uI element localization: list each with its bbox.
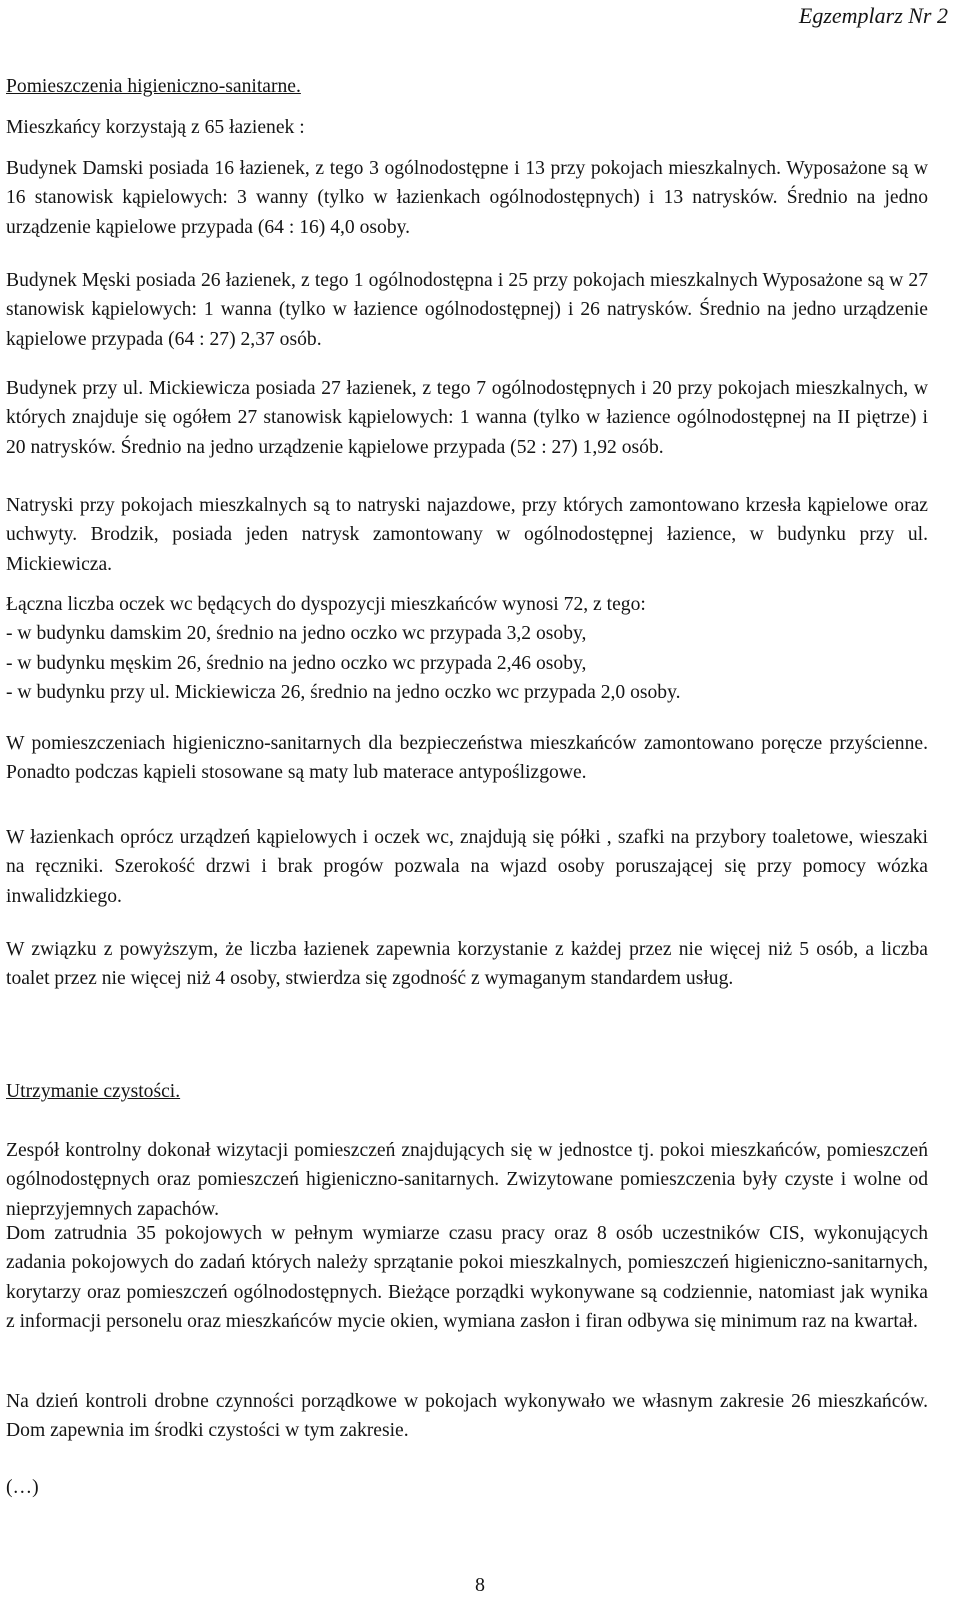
- wc-intro: Łączna liczba oczek wc będących do dyspozycji mieszkańców wynosi 72, z tego:: [6, 594, 646, 615]
- paragraph-mickiewicza: Budynek przy ul. Mickiewicza posiada 27 łazienek, z tego 7 ogólnodostępnych i 20 przy pokojach mieszkalnych, w których znajduje się ogółem 27 stanowisk kąpielowych: 1 wanna (tylko w łazience ogólnodostępnej na II piętrze) i 20 natrysków. Średnio na jedno urządzenie kąpielowe przypada (52 : 27) 1,92 osób.: [6, 378, 928, 458]
- wc-section: [6, 590, 928, 708]
- paragraph-lazienki: W łazienkach oprócz urządzeń kąpielowych i oczek wc, znajdują się półki , szafki na przybory toaletowe, wieszaki na ręczniki. Szerokość drzwi i brak progów pozwala na wjazd osoby poruszającej się przy pomocy wózka inwalidzkiego.: [6, 827, 928, 907]
- wc-list-item: - w budynku męskim 26, średnio na jedno oczko wc przypada 2,46 osoby,: [6, 652, 587, 674]
- copy-number-label: Egzemplarz Nr 2: [798, 3, 948, 28]
- page-number: 8: [475, 1574, 485, 1596]
- section-heading: Pomieszczenia higieniczno-sanitarne.: [6, 76, 301, 97]
- paragraph-damski: Budynek Damski posiada 16 łazienek, z tego 3 ogólnodostępne i 13 przy pokojach mieszkalnych. Wyposażone są w 16 stanowisk kąpielowych: 3 wanny (tylko w łazienkach ogólnodostępnych) i 13 natrysków. Średnio na jedno urządzenie kąpielowe przypada (64 : 16) 4,0 osoby.: [6, 158, 928, 238]
- wc-list-item: - w budynku przy ul. Mickiewicza 26, średnio na jedno oczko wc przypada 2,0 osoby.: [6, 682, 681, 704]
- paragraph-zespol: Zespół kontrolny dokonał wizytacji pomieszczeń znajdujących się w jednostce tj. pokoi mieszkańców, pomieszczeń ogólnodostępnych oraz pomieszczeń higieniczno-sanitarnych. Zwizytowane pomieszczenia były czyste i wolne od nieprzyjemnych zapachów.: [6, 1140, 928, 1220]
- paragraph-dom: Dom zatrudnia 35 pokojowych w pełnym wymiarze czasu pracy oraz 8 osób uczestników CIS, wykonujących zadania pokojowych do zadań których należy sprzątanie pokoi mieszkalnych, pomieszczeń higieniczno-sanitarnych, korytarzy oraz pomieszczeń ogólnodostępnych. Bieżące porządki wykonywane są codziennie, natomiast jak wynika z informacji personelu oraz mieszkańców mycie okien, wymiana zasłon i firan odbywa się minimum raz na kwartał.: [6, 1223, 928, 1333]
- section-title-cleaning: [6, 1077, 928, 1106]
- paragraph-porecze: W pomieszczeniach higieniczno-sanitarnych dla bezpieczeństwa mieszkańców zamontowano poręcze przyścienne. Ponadto podczas kąpieli stosowane są maty lub materace antypoślizgowe.: [6, 733, 928, 784]
- paragraph-meski: Budynek Męski posiada 26 łazienek, z tego 1 ogólnodostępna i 25 przy pokojach mieszkalnych Wyposażone są w 27 stanowisk kąpielowych: 1 wanna (tylko w łazience ogólnodostępnej) i 26 natrysków. Średnio na jedno urządzenie kąpielowe przypada (64 : 27) 2,37 osób.: [6, 270, 928, 350]
- ellipsis-marker: (…): [6, 1477, 39, 1498]
- wc-list-item: - w budynku damskim 20, średnio na jedno oczko wc przypada 3,2 osoby,: [6, 623, 587, 645]
- intro-text: Mieszkańcy korzystają z 65 łazienek :: [6, 117, 305, 138]
- section-heading: Utrzymanie czystości.: [6, 1081, 181, 1102]
- paragraph-dzien: Na dzień kontroli drobne czynności porządkowe w pokojach wykonywało we własnym zakresie 26 mieszkańców. Dom zapewnia im środki czystości w tym zakresie.: [6, 1391, 928, 1442]
- paragraph-wniosek: W związku z powyższym, że liczba łazienek zapewnia korzystanie z każdej przez nie więcej niż 5 osób, a liczba toalet przez nie więcej niż 4 osoby, stwierdza się zgodność z wymaganym standardem usług.: [6, 939, 928, 990]
- paragraph-natryski: Natryski przy pokojach mieszkalnych są to natryski najazdowe, przy których zamontowano krzesła kąpielowe oraz uchwyty. Brodzik, posiada jeden natrysk zamontowany w ogólnodostępnej łazience, w budynku przy ul. Mickiewicza.: [6, 495, 928, 575]
- intro-paragraph: [6, 113, 928, 142]
- section-title-hygiene: [6, 72, 928, 101]
